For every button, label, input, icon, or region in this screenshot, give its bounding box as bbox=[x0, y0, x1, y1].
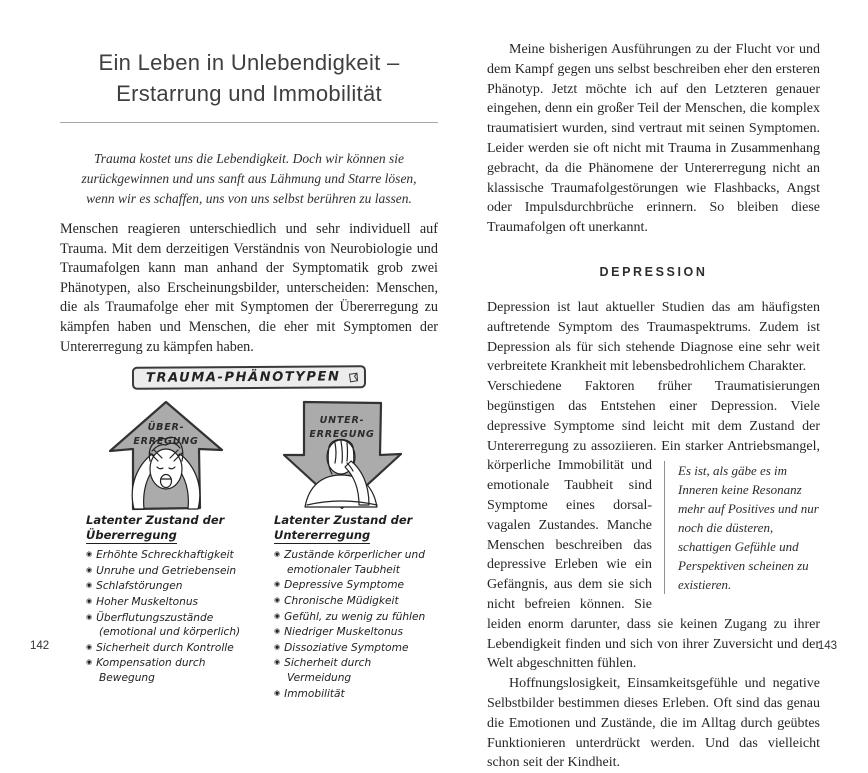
underarousal-down-arrow-icon bbox=[279, 399, 405, 511]
trauma-phenotype-diagram bbox=[60, 366, 438, 701]
up-arrow-label-line1: ÜBER- bbox=[147, 422, 185, 434]
bullet-icon: ◉ bbox=[274, 611, 281, 620]
list-item: ◉ Niedriger Muskeltonus bbox=[274, 626, 404, 639]
down-arrow-label-line1: UNTER- bbox=[319, 415, 365, 427]
overarousal-list bbox=[86, 513, 250, 701]
list-item: ◉ Gefühl, zu wenig zu fühlen bbox=[274, 610, 426, 623]
list-item: ◉ Überflutungszustände (emotional und körperlich) bbox=[86, 611, 241, 639]
list-item: ◉ Immobilität bbox=[274, 687, 345, 700]
bullet-icon: ◉ bbox=[86, 642, 93, 651]
diagram-lists bbox=[60, 511, 438, 701]
page-curl-icon bbox=[348, 372, 359, 383]
chapter-title bbox=[60, 47, 438, 109]
chapter-title-line1: Ein Leben in Unlebendigkeit – bbox=[98, 50, 400, 75]
list-item: ◉ Kompensation durch Bewegung bbox=[86, 657, 206, 684]
pull-quote: Es ist, als gäbe es im Inneren keine Resonanz mehr auf Positives und nur noch die düsteren, schattigen Gefühle und Perspektiven scheinen zu existieren. bbox=[664, 461, 820, 594]
diagram-banner-label: TRAUMA-PHÄNOTYPEN bbox=[145, 369, 341, 386]
list-item: ◉ Depressive Symptome bbox=[274, 579, 405, 592]
bullet-icon: ◉ bbox=[86, 550, 93, 559]
list-item: ◉ Sicherheit durch Vermeidung bbox=[274, 657, 372, 684]
section-heading-depression: DEPRESSION bbox=[599, 264, 708, 279]
underarousal-symptom-list bbox=[274, 547, 438, 701]
left-body-paragraph: Menschen reagieren unterschiedlich und sehr individuell auf Trauma. Mit dem derzeitigen Verständnis von Neurobiologie und Traumafolgen kann man anhand der Symptomatik grob zwei Phänotypen, also Erscheinungsbilder, unterscheiden: Menschen, die als Traumafolge eher mit Symptomen der Übererregung zu kämpfen haben und Menschen, die eher mit Symptomen der Untererregung zu kämpfen haben. bbox=[60, 221, 438, 355]
bullet-icon: ◉ bbox=[86, 565, 93, 574]
list-item: ◉ Unruhe und Getriebensein bbox=[86, 564, 237, 577]
title-divider bbox=[60, 122, 438, 123]
overarousal-list-heading: Latenter Zustand der Übererregung bbox=[86, 513, 225, 542]
bullet-icon: ◉ bbox=[274, 688, 281, 697]
underarousal-list-heading: Latenter Zustand der Untererregung bbox=[274, 513, 413, 542]
bullet-icon: ◉ bbox=[274, 642, 281, 651]
bullet-icon: ◉ bbox=[86, 658, 93, 667]
list-item: ◉ Schlafstörungen bbox=[86, 580, 183, 593]
overarousal-symptom-list bbox=[86, 547, 250, 685]
bullet-icon: ◉ bbox=[86, 596, 93, 605]
chapter-title-line2: Erstarrung und Immobilität bbox=[116, 81, 382, 106]
bullet-icon: ◉ bbox=[86, 612, 93, 621]
bullet-icon: ◉ bbox=[274, 658, 281, 667]
list-item: ◉ Dissoziative Symptome bbox=[274, 641, 409, 654]
list-item: ◉ Hoher Muskeltonus bbox=[86, 595, 199, 608]
list-item: ◉ Erhöhte Schreckhaftigkeit bbox=[86, 549, 234, 562]
left-page bbox=[60, 40, 438, 701]
up-arrow-label-line2: ERREGUNG bbox=[133, 436, 199, 448]
list-item: ◉ Chronische Müdigkeit bbox=[274, 594, 399, 607]
right-paragraph-2: Depression ist laut aktueller Studien das am häufigsten auftretende Symptom des Traumaspektrums. Zudem ist Depression als für sich stehende Diagnose eine sehr weit verbreitete Krankheit mit lebensbedrohlichem Charakter. bbox=[487, 299, 820, 375]
right-page bbox=[487, 40, 820, 773]
bullet-icon: ◉ bbox=[274, 580, 281, 589]
diagram-banner bbox=[132, 365, 367, 390]
paragraph-3-after-quote: starker Antriebsmangel, körperliche Immobilität und emotionale Taubheit sind Symptome eines dorsal-vagalen Zustandes. Manche Menschen beschreiben das depressive Erleben wie ein Gefängnis, aus dem sie sich nicht befreien können. Sie leiden enorm darunter, dass sie keinen Zugang zu ihrer Lebendigkeit finden und sich von ihrer Zuversicht und der Welt abgeschnitten fühlen. bbox=[487, 438, 820, 672]
page-number-left: 142 bbox=[30, 640, 50, 652]
paragraph-3-before-quote: Verschiedene Faktoren früher Traumatisierungen begünstigen das Entstehen einer Depression. Viele depressive Symptome sind leicht mit dem Zustand der Untererregung zu assoziieren. Ein bbox=[487, 379, 820, 454]
list-item: ◉ Sicherheit durch Kontrolle bbox=[86, 641, 234, 654]
underarousal-list bbox=[274, 513, 438, 701]
bullet-icon: ◉ bbox=[86, 581, 93, 590]
epigraph: Trauma kostet uns die Lebendigkeit. Doch wir können sie zurückgewinnen und uns sanft aus Lähmung und Starre lösen, wenn wir es schaffen, uns von uns selbst berühren zu lassen. bbox=[81, 151, 417, 206]
diagram-arrows bbox=[60, 389, 438, 511]
list-item: ◉ Zustände körperlicher und emotionaler Taubheit bbox=[274, 549, 425, 576]
right-paragraph-4: Hoffnungslosigkeit, Einsamkeitsgefühle und negative Selbstbilder bestimmen dieses Erleben. Oft sind das genau die Emotionen und Zustände, die im Alltag durch geübtes Funktionieren unterdrückt werden. Und das vielleicht schon seit der Kindheit. bbox=[487, 676, 820, 771]
page-number-right: 143 bbox=[817, 640, 837, 652]
right-paragraph-3 bbox=[487, 377, 820, 674]
bullet-icon: ◉ bbox=[274, 595, 281, 604]
bullet-icon: ◉ bbox=[274, 627, 281, 636]
right-paragraph-1: Meine bisherigen Ausführungen zu der Flucht vor und dem Kampf gegen uns selbst beschreiben eher den ersteren Phänotyp. Jetzt möchte ich auf den Letzteren genauer eingehen, denn ein großer Teil der Menschen, die komplex traumatisiert wurden, sind vertraut mit seinen Symptomen. Leider werden sie oft nicht mit Trauma in Zusammenhang gebracht, da die Phänomene der Untererregung nicht an klassische Traumafolgestörungen wie Flashbacks, Angst oder Impulsdurchbrüche erinnern. So bleiben diese Traumafolgen oft unerkannt. bbox=[487, 42, 820, 236]
down-arrow-label-line2: ERREGUNG bbox=[309, 429, 375, 441]
bullet-icon: ◉ bbox=[274, 550, 281, 559]
overarousal-up-arrow-icon bbox=[100, 399, 232, 511]
